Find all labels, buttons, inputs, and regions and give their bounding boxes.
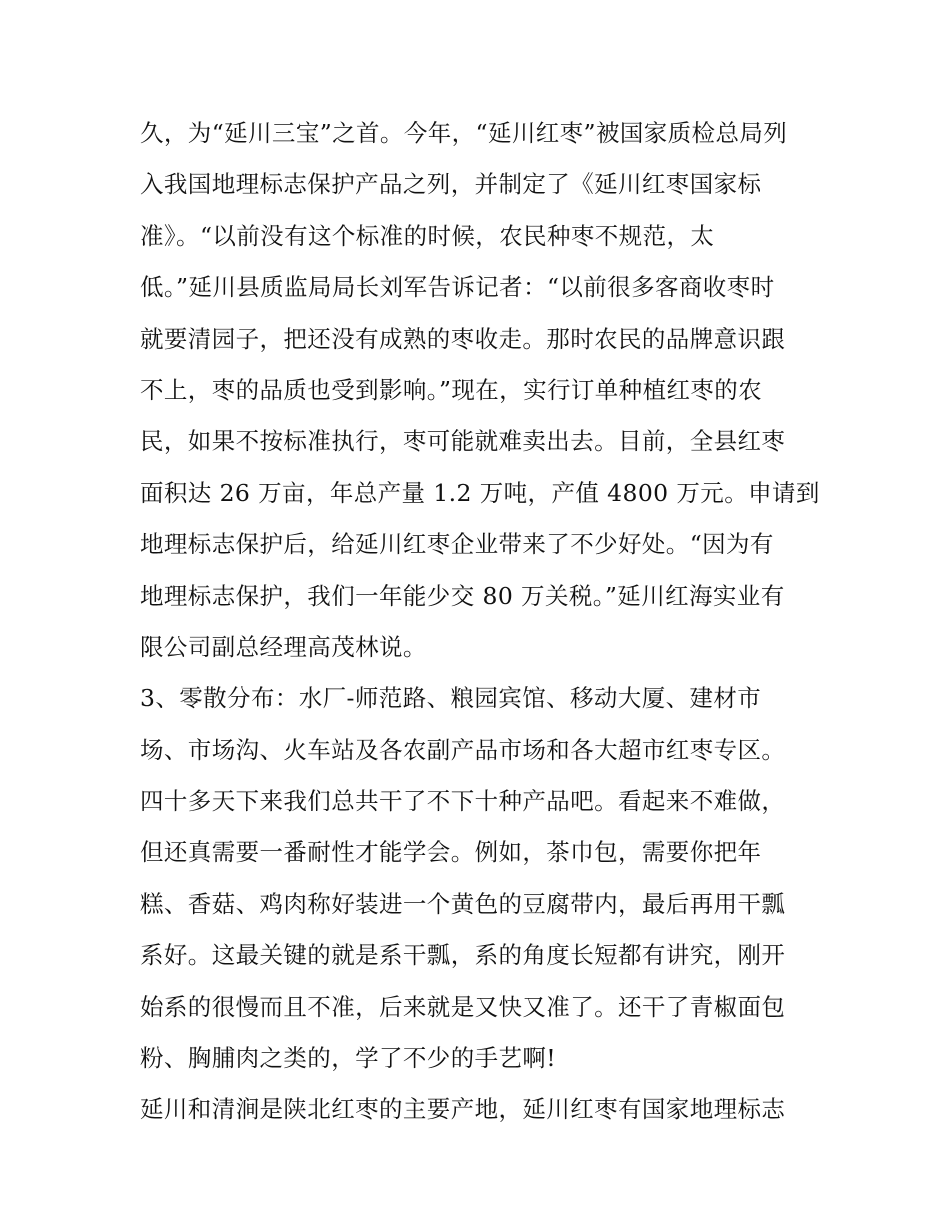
- text-line-19: 粉、胸脯肉之类的，学了不少的手艺啊!: [140, 1044, 557, 1073]
- text-line-12: 3、零散分布：水厂-师范路、粮园宾馆、移动大厦、建材市: [140, 684, 762, 713]
- text-line-2: 入我国地理标志保护产品之列，并制定了《延川红枣国家标: [140, 170, 762, 199]
- body-text: [140, 108, 820, 1136]
- text-line-1: 久，为“延川三宝”之首。今年，“延川红枣”被国家质检总局列: [140, 119, 788, 147]
- text-line-3: 准》。“以前没有这个标准的时候，农民种枣不规范，太: [140, 221, 715, 250]
- text-line-6: 不上，枣的品质也受到影响。”现在，实行订单种植红枣的农: [140, 375, 763, 404]
- text-line-7: 民，如果不按标准执行，枣可能就难卖出去。目前，全县红枣: [140, 427, 786, 456]
- text-line-14: 四十多天下来我们总共干了不下十种产品吧。看起来不难做，: [140, 787, 786, 816]
- text-line-11: 限公司副总经理高茂林说。: [140, 632, 427, 661]
- text-line-18: 始系的很慢而且不准，后来就是又快又准了。还干了青椒面包: [140, 992, 786, 1021]
- text-line-16: 糕、香菇、鸡肉称好装进一个黄色的豆腐带内，最后再用干瓢: [140, 889, 786, 918]
- text-line-5: 就要清园子，把还没有成熟的枣收走。那时农民的品牌意识跟: [140, 324, 786, 353]
- text-line-10: 地理标志保护，我们一年能少交 80 万关税。”延川红海实业有: [140, 581, 785, 610]
- text-line-8: 面积达 26 万亩，年总产量 1.2 万吨，产值 4800 万元。申请到: [140, 478, 820, 507]
- text-line-15: 但还真需要一番耐性才能学会。例如，茶巾包，需要你把年: [140, 838, 762, 867]
- text-line-20: 延川和清涧是陕北红枣的主要产地，延川红枣有国家地理标志: [140, 1095, 786, 1124]
- text-line-4: 低。”延川县质监局局长刘军告诉记者：“以前很多客商收枣时: [140, 273, 775, 302]
- text-line-17: 系好。这最关键的就是系干瓢，系的角度长短都有讲究，刚开: [140, 941, 786, 970]
- text-line-13: 场、市场沟、火车站及各农副产品市场和各大超市红枣专区。: [140, 735, 786, 764]
- text-line-9: 地理标志保护后，给延川红枣企业带来了不少好处。“因为有: [140, 530, 774, 559]
